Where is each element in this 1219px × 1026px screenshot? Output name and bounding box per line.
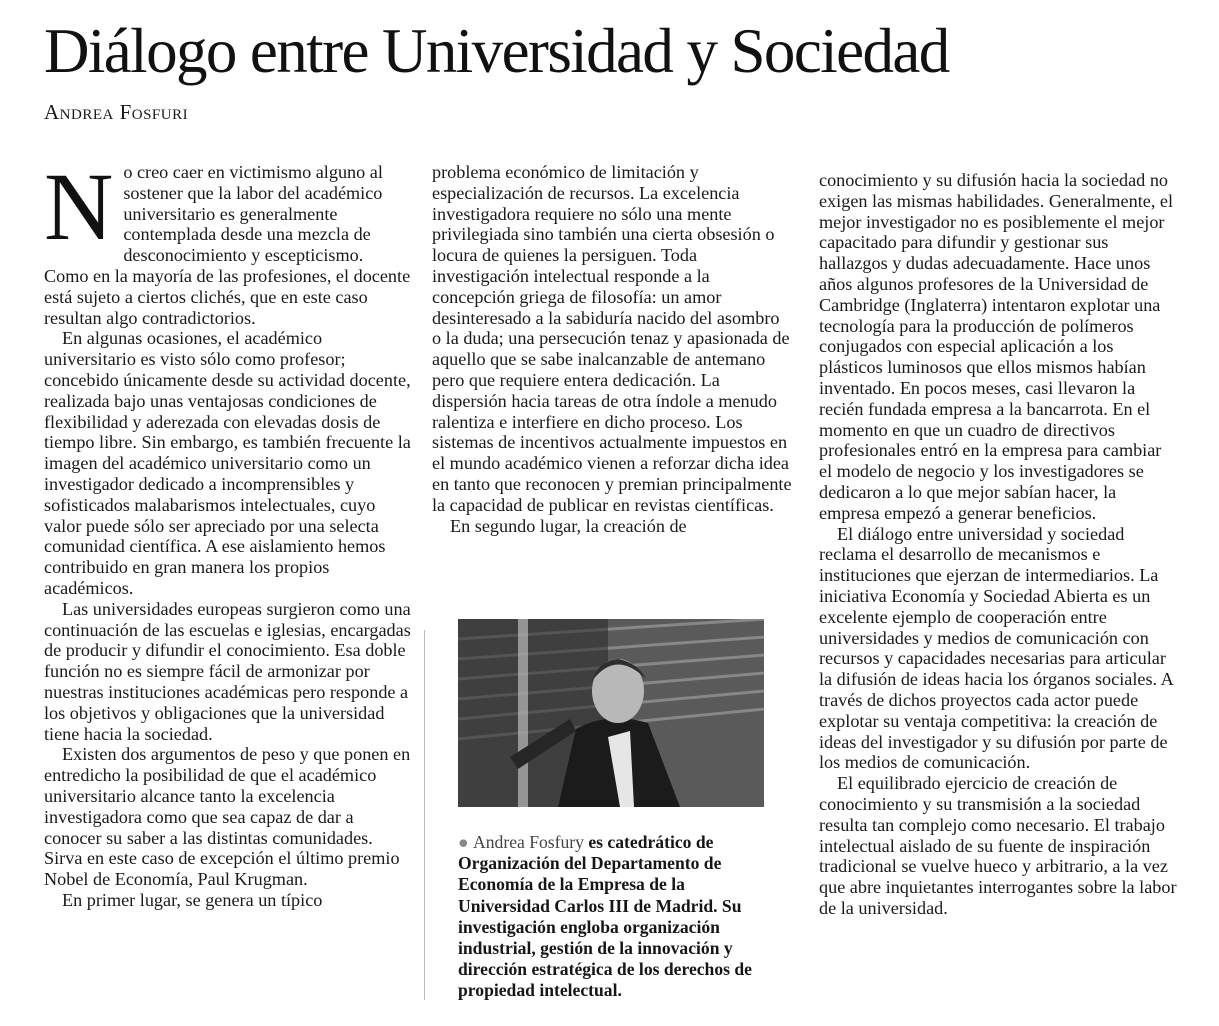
paragraph: El diálogo entre universidad y sociedad reclama el desarrollo de mecanismos e instituciones que ejerzan de intermediarios. La iniciativa Economía y Sociedad Abierta es un excelente ejemplo de cooperación entre universidades y medios de comunicación con recursos y capacidades necesarias para articular la difusión de ideas hacia los órganos sociales. A través de dichos proyectos cada actor puede explotar su ventaja competitiva: la creación de ideas del investigador y su difusión por parte de los medios de comunicación. [819,523,1173,773]
column-3 [819,170,1179,919]
paragraph: En segundo lugar, la creación de [450,515,687,536]
bullet-icon: ● [458,832,469,852]
paragraph: Las universidades europeas surgieron como una continuación de las escuelas e iglesias, encargadas de producir y difundir el conocimiento. Esa doble función no es siempre fácil de armonizar por nuestras instituciones académicas pero responde a los objetivos y obligaciones que la universidad tiene hacia la sociedad. [44,598,411,744]
photo-caption [458,832,768,1002]
paragraph: Existen dos argumentos de peso y que ponen en entredicho la posibilidad de que el académico universitario alcance tanto la excelencia investigadora como que sea capaz de dar a conocer su saber a las distintas comunidades. Sirva en este caso de excepción el último premio Nobel de Economía, Paul Krugman. [44,744,411,890]
paragraph: El equilibrado ejercicio de creación de conocimiento y su transmisión a la sociedad resulta tan complejo como necesario. El trabajo intelectual aislado de su fuente de inspiración tradicional se vuelve hueco y arbitrario, a la vez que abre inquietantes interrogantes sobre la labor de la universidad. [819,773,1177,918]
column-2 [432,162,792,536]
column-1 [44,153,412,911]
paragraph: problema económico de limitación y especialización de recursos. La excelencia investigadora requiere no sólo una mente privilegiada sino también una cierta obsesión o locura de quienes la persiguen. Toda investigación intelectual responde a la concepción griega de filosofía: un amor desinteresado a la sabiduría nacido del asombro o la duda; una persecución tenaz y apasionada de aquello que se sabe inalcanzable de antemano pero que requiere entera dedicación. La dispersión hacia tareas de otra índole a menudo ralentiza e interfiere en dicho proceso. Los sistemas de incentivos actualmente impuestos en el mundo académico vienen a reforzar dicha idea en tanto que reconocen y premian principalmente la capacidad de publicar en revistas científicas. [432,162,792,515]
author-photo [458,619,764,807]
column-rule [424,630,425,1000]
byline: Andrea Fosfuri [44,100,189,124]
paragraph [44,153,412,328]
caption-name: Andrea Fosfury [473,832,584,852]
drop-cap: N [44,153,114,260]
paragraph-text: o creo caer en victimismo alguno al sostener que la labor del académico universitario es generalmente contemplada desde una mezcla de desconocimiento y escepticismo. Como en la mayoría de las profesiones, el docente está sujeto a ciertos clichés, que en este caso resultan algo contradictorios. [44,162,411,328]
paragraph: conocimiento y su difusión hacia la sociedad no exigen las mismas habilidades. Generalmente, el mejor investigador no es posiblemente el mejor capacitado para difundir y gestionar sus hallazgos y dudas adecuadamente. Hace unos años algunos profesores de la Universidad de Cambridge (Inglaterra) intentaron explotar una tecnología para la producción de polímeros conjugados con especial aplicación a los plásticos luminosos que ellos mismos habían inventado. En pocos meses, casi llevaron la recién fundada empresa a la bancarrota. En el momento en que un cuadro de directivos profesionales entró en la empresa para cambiar el modelo de negocio y los investigadores se dedicaron a lo que mejor sabían hacer, la empresa empezó a generar beneficios. [819,170,1174,523]
caption-text: es catedrático de Organización del Departamento de Economía de la Empresa de la Universidad Carlos III de Madrid. Su investigación engloba organización industrial, gestión de la innovación y dirección estratégica de los derechos de propiedad intelectual. [458,832,752,1001]
headline: Diálogo entre Universidad y Sociedad [44,16,949,86]
paragraph: En primer lugar, se genera un típico [62,889,323,910]
author-photo-illustration [458,619,764,807]
paragraph: En algunas ocasiones, el académico universitario es visto sólo como profesor; concebido únicamente desde su actividad docente, realizada bajo unas ventajosas condiciones de flexibilidad y aderezada con elevadas dosis de tiempo libre. Sin embargo, es también frecuente la imagen del académico universitario como un investigador dedicado a incomprensibles y sofisticados malabarismos intelectuales, cuyo valor puede sólo ser apreciado por una selecta comunidad científica. A ese aislamiento hemos contribuido en gran manera los propios académicos. [44,328,411,598]
